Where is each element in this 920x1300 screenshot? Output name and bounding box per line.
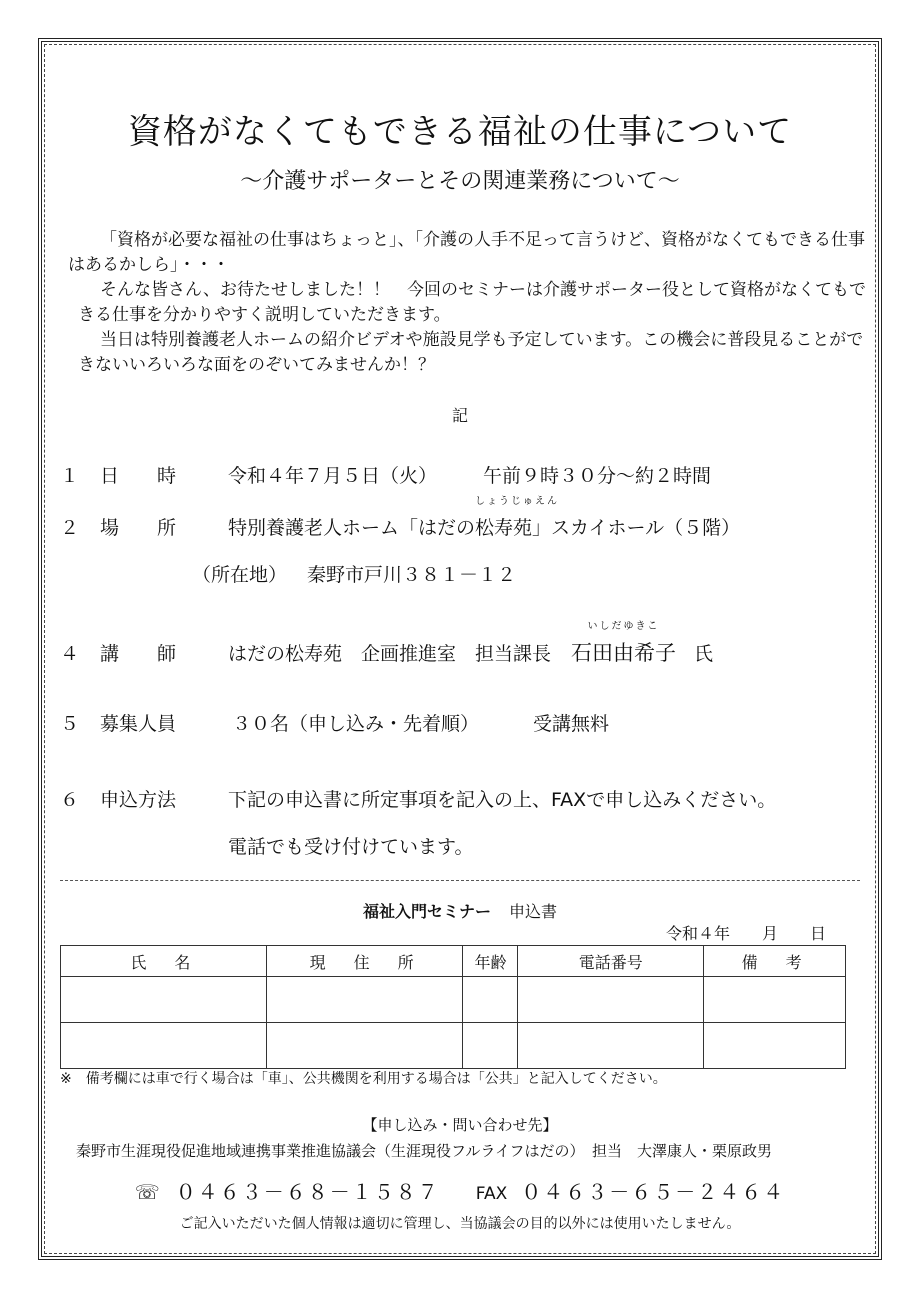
item-value: 下記の申込書に所定事項を記入の上、FAXで申し込みください。: [228, 789, 777, 811]
address-value: 秦野市戸川３８１－１２: [307, 564, 517, 586]
remarks-cell[interactable]: [704, 1023, 846, 1069]
item-value-fee: 受講無料: [533, 713, 610, 735]
address-cell[interactable]: [266, 1023, 463, 1069]
age-cell[interactable]: [463, 977, 518, 1023]
cut-line: [60, 880, 860, 881]
honorific: 氏: [694, 643, 714, 665]
intro-paragraph-3: 当日は特別養護老人ホームの紹介ビデオや施設見学も予定しています。この機会に普段見ることができないいろいろな面をのぞいてみませんか！？: [78, 330, 864, 375]
header-address: 現 住 所: [266, 946, 463, 977]
item-label: 日 時: [100, 465, 177, 487]
form-title-bold: 福祉入門セミナー: [362, 902, 491, 921]
header-age: 年齢: [463, 946, 518, 977]
page-title: 資格がなくてもできる福祉の仕事について: [127, 112, 793, 152]
fax-number: ０４６３－６５－２４６４: [521, 1180, 786, 1204]
contact-organization: 秦野市生涯現役促進地域連携事業推進協議会（生涯現役フルライフはだの） 担当 大澤康人・栗原政男: [76, 1142, 773, 1160]
form-title-rest: 申込書: [509, 902, 558, 921]
header-remarks: 備 考: [704, 946, 846, 977]
table-row: [61, 977, 846, 1023]
privacy-notice: ご記入いただいた個人情報は適切に管理し、当協議会の目的以外には使用いたしません。: [179, 1216, 741, 1232]
item-number: ２: [60, 517, 80, 539]
phone-icon: ☏: [134, 1180, 162, 1204]
intro-paragraph-2: そんな皆さん、お待たせしました！！ 今回のセミナーは介護サポーター役として資格がなくてもできる仕事を分かりやすく説明していただきます。: [78, 280, 867, 325]
contact-numbers: [0, 1176, 920, 1205]
item-method: [60, 785, 776, 815]
item-value: はだの松寿苑 企画推進室 担当課長: [228, 643, 552, 665]
form-date: 令和４年 月 日: [666, 924, 827, 943]
table-row: [61, 1023, 846, 1069]
item-number: ４: [60, 643, 80, 665]
item-capacity: [60, 709, 609, 739]
intro-paragraph-1: 「資格が必要な福祉の仕事はちょっと」、「介護の人手不足って言うけど、資格がなくてもできる仕事はあるかしら」・・・: [68, 230, 865, 275]
ki-heading: 記: [451, 406, 468, 425]
phone-number: ０４６３－６８－１５８７: [175, 1180, 440, 1204]
item-label: 募集人員: [100, 713, 177, 735]
ruby-reading: いしだゆきこ: [587, 621, 660, 632]
remarks-cell[interactable]: [704, 977, 846, 1023]
item-value: 令和４年７月５日（火）: [228, 465, 438, 487]
address-label: （所在地）: [192, 564, 288, 586]
intro-text: [68, 228, 868, 378]
item-number: １: [60, 465, 80, 487]
item-label: 講 師: [100, 643, 177, 665]
ruby-base: 石田由希子: [571, 641, 677, 665]
page-subtitle: ～介護サポーターとその関連業務について～: [240, 169, 680, 194]
item-method-phone: [228, 832, 473, 862]
header-name: 氏 名: [61, 946, 267, 977]
item-number: ５: [60, 713, 80, 735]
item-lecturer: [60, 621, 714, 668]
table-header-row: [61, 946, 846, 977]
header-phone: 電話番号: [518, 946, 704, 977]
name-cell[interactable]: [61, 1023, 267, 1069]
item-value: ３０名（申し込み・先着順）: [232, 713, 480, 735]
item-label: 申込方法: [100, 789, 177, 811]
item-label: 場 所: [100, 517, 177, 539]
age-cell[interactable]: [463, 1023, 518, 1069]
form-title: [0, 899, 920, 922]
address-cell[interactable]: [266, 977, 463, 1023]
item-value-post: 」スカイホール（５階）: [532, 517, 741, 539]
lecturer-name: [571, 621, 677, 669]
application-table: [60, 945, 846, 1069]
name-cell[interactable]: [61, 977, 267, 1023]
contact-heading: 【申し込み・問い合わせ先】: [362, 1116, 558, 1134]
phone-cell[interactable]: [518, 977, 704, 1023]
item-date: [60, 461, 711, 491]
ruby-reading: しょうじゅえん: [475, 496, 560, 507]
item-value: 電話でも受け付けています。: [228, 836, 474, 858]
item-value: 特別養護老人ホーム「はだの: [228, 517, 476, 539]
item-address: [192, 560, 516, 590]
item-number: ６: [60, 789, 80, 811]
ruby-text: [475, 496, 560, 543]
fax-label: FAX: [475, 1184, 508, 1204]
ruby-base: 松寿苑: [475, 517, 533, 539]
item-value-time: 午前９時３０分～約２時間: [483, 465, 712, 487]
phone-cell[interactable]: [518, 1023, 704, 1069]
item-place: [60, 496, 741, 543]
remarks-note: ※ 備考欄には車で行く場合は「車」、公共機関を利用する場合は「公共」と記入してください。: [60, 1071, 667, 1087]
